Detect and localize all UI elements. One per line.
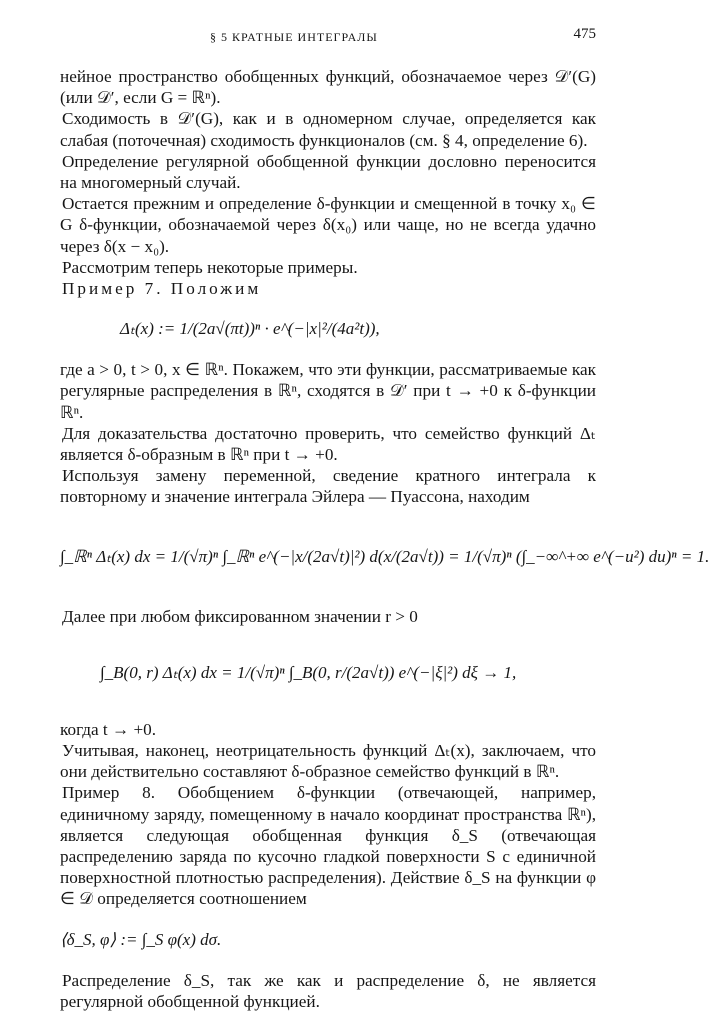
paragraph: Используя замену переменной, сведение кратного интеграла к повторному и значение интеграла Эйлера — Пуассона, находим	[60, 466, 596, 507]
formula: ∫_B(0, r) Δₜ(x) dx = 1/(√π)ⁿ ∫_B(0, r/(2a√t)) e^(−|ξ|²) dξ → 1,	[100, 662, 517, 682]
paragraph: нейное пространство обобщенных функций, обозначаемое через 𝒟′(G) (или 𝒟′, если G = ℝⁿ).	[60, 67, 596, 108]
page-body	[60, 66, 709, 1012]
paragraph: где a > 0, t > 0, x ∈ ℝⁿ. Покажем, что эти функции, рассматриваемые как регулярные распределения в ℝⁿ, сходятся в 𝒟′ при t → +0 к δ-функции ℝⁿ.	[60, 360, 596, 422]
page-header	[60, 24, 596, 52]
paragraph: Остается прежним и определение δ-функции и смещенной в точку x₀ ∈ G δ-функции, обозначаемой через δ(x₀) или чаще, но не всегда удачно через δ(x − x₀).	[60, 194, 596, 256]
formula: Δₜ(x) := 1/(2a√(πt))ⁿ · e^(−|x|²/(4a²t)),	[120, 319, 380, 339]
paragraph: Сходимость в 𝒟′(G), как и в одномерном случае, определяется как слабая (поточечная) сходимость функционалов (см. § 4, определение 6).	[60, 109, 596, 150]
paragraph: Определение регулярной обобщенной функции дословно переносится на многомерный случай.	[60, 151, 596, 193]
paragraph: когда t → +0.	[60, 719, 157, 739]
paragraph: Далее при любом фиксированном значении r > 0	[62, 606, 418, 626]
running-title: § 5 КРАТНЫЕ ИНТЕГРАЛЫ	[210, 30, 378, 44]
paragraph: Распределение δ_S, так же как и распределение δ, не является регулярной обобщенной функцией.	[60, 970, 596, 1011]
paragraph: Рассмотрим теперь некоторые примеры.	[62, 257, 358, 277]
example-heading: Пример 7. Положим	[62, 279, 262, 299]
formula: ⟨δ_S, φ⟩ := ∫_S φ(x) dσ.	[60, 929, 222, 949]
page-number: 475	[573, 26, 596, 42]
paragraph: Учитывая, наконец, неотрицательность функций Δₜ(x), заключаем, что они действительно составляют δ-образное семейство функций в ℝⁿ.	[60, 741, 596, 782]
paragraph: Пример 8. Обобщением δ-функции (отвечающей, например, единичному заряду, помещенному в начало координат пространства ℝⁿ), является следующая обобщенная функция δ_S (отвечающая распределению заряда по кусочно гладкой поверхности S с единичной поверхностной плотностью распределения). Действие δ_S на функции φ ∈ 𝒟 определяется соотношением	[60, 783, 596, 909]
formula: ∫_ℝⁿ Δₜ(x) dx = 1/(√π)ⁿ ∫_ℝⁿ e^(−|x/(2a√t)|²) d(x/(2a√t)) = 1/(√π)ⁿ (∫_−∞^+∞ e^(−u²) du)ⁿ = 1.	[60, 546, 709, 566]
paragraph: Для доказательства достаточно проверить, что семейство функций Δₜ является δ-образным в ℝⁿ при t → +0.	[60, 423, 596, 465]
